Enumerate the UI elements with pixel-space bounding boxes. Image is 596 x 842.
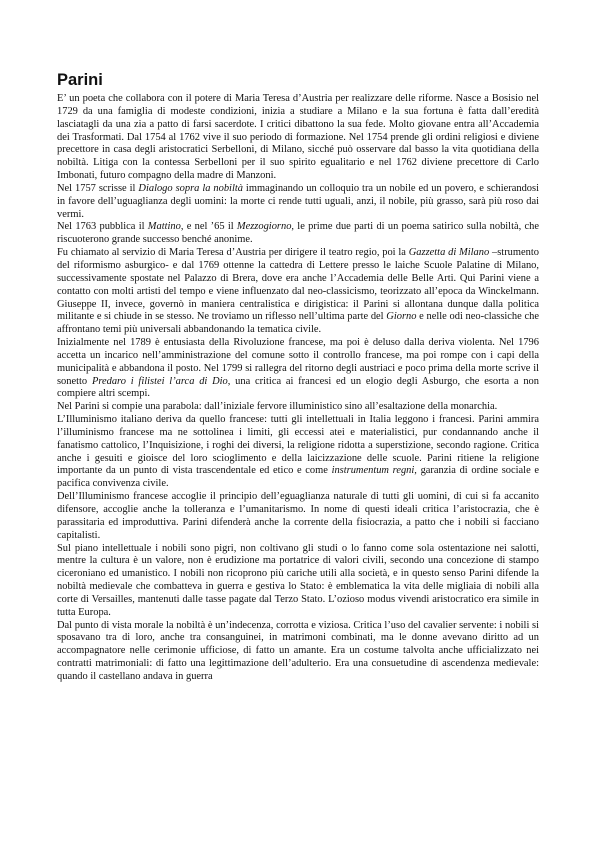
text-run: E’ un poeta che collabora con il potere di Maria Teresa d’Austria per realizzare delle riforme. Nasce a Bosisio nel 1729 da una famiglia di modeste condizioni, inizia a studiare a Milano e la sua fortuna è fatta dall’eredità lasciatagli da una zia a patto di farsi sacerdote. I critici dibattono la sua fede. Molto giovane entra all’Accademia dei Trasformati. Dal 1754 al 1762 vive il suo periodo di formazione. Nel 1754 prende gli ordini religiosi e diviene precettore in casa degli aristocratici Serbelloni, di Milano, sicché può osservare dal basso la vita quotidiana della nobiltà. Litiga con la contessa Serbelloni per il suo spirito egualitario e nel 1762 diviene precettore di Carlo Imbonati, futuro compagno della madre di Manzoni. <box>57 93 539 182</box>
paragraph <box>57 401 539 414</box>
document-page <box>57 70 539 684</box>
text-run: Dell’Illuminismo francese accoglie il principio dell’eguaglianza naturale di tutti gli uomini, di cui si fa accanito difensore, accoglie anche la tolleranza e l’umanitarismo. In nome di questi ideali critica l’aristocrazia, che è parassitaria ed improduttiva. Parini difenderà anche la corrente della fisiocrazia, a patto che i nobili si facciano capitalisti. <box>57 491 539 541</box>
text-run: Dal punto di vista morale la nobiltà è un’indecenza, corrotta e viziosa. Critica l’uso del cavalier servente: i nobili si sposavano tra di loro, anche tra consanguinei, in matrimoni combinati, ma le donne avevano diritto ad un accompagnatore nelle cerimonie ufficiose, di fatto un amante. Era un costume talvolta anche ufficializzato nei contratti matrimoniali: di fatto una legittimazione dell’adulterio. Era una consuetudine di ascendenza medievale: quando il castellano andava in guerra <box>57 619 539 682</box>
paragraph <box>57 247 539 337</box>
text-run: immaginando un colloquio tra un nobile ed un povero, e schierandosi in favore dell’uguaglianza degli uomini: la morte ci rende tutti uguali, anzi, il nobile, più grasso, sarà più roso dai vermi. <box>57 182 539 220</box>
text-run: , garanzia di ordine sociale e pacifica convivenza civile. <box>57 465 539 490</box>
text-run: L’Illuminismo italiano deriva da quello francese: tutti gli intellettuali in Italia leggono i francesi. Parini ammira l’illuminismo francese ma ne sottolinea i limiti, gli eccessi atei e materialistici, pur condannando anche il fanatismo cattolico, l’Inquisizione, i roghi dei diversi, la religione ridotta a superstizione, secondo ragione. Critica anche i gesuiti e gioisce del loro scioglimento e della laicizzazione delle scuole. Parini ritiene la religione importante da un punto di vista trascendentale ed etico e come <box>57 414 539 477</box>
text-run: Nel 1763 pubblica il <box>57 221 148 233</box>
text-run: Sul piano intellettuale i nobili sono pigri, non coltivano gli studi o lo fanno come sola ostentazione nei salotti, mentre la cultura è un valore, non è erudizione ma portatrice di valori civili, secondo una concezione di stampo ciceroniano ed umanistico. I nobili non ricoprono più cariche utili alla società, e in questo senso Parini difende la nobiltà medievale che combatteva in guerra e gestiva lo Stato: è emblematica la vita delle migliaia di nobili alla corte di Versailles, mantenuti dalle tasse pagate dal Terzo Stato. L’ozioso modus vivendi aristocratico era simile in tutta Europa. <box>57 542 539 618</box>
text-run: , una critica ai francesi ed un elogio degli Asburgo, che esorta a non compiere altri scempi. <box>57 375 539 400</box>
text-run: –strumento del riformismo asburgico- e dal 1769 ottenne la cattedra di Lettere presso le laiche Scuole Palatine di Milano, successivamente spostate nel Palazzo di Brera, dove era anche l’Accademia delle Belle Arti. Qui Parini viene a contatto con molti artisti del tempo e viene influenzato dal neo-classicismo, teorizzato all’epoca da Winckelmann. Giuseppe II, invece, governò in maniera centralistica e dirigistica: il Parini si allontana dunque dalla politica militante e si chiude in se stesso. Ne troviamo un riflesso nell’ultima parte del <box>57 247 539 323</box>
text-run: e nelle odi neo-classiche che affrontano temi più universali abbandonando la tematica civile. <box>57 311 539 336</box>
italic-title: Mattino <box>147 221 181 233</box>
text-run: Fu chiamato al servizio di Maria Teresa d’Austria per dirigere il teatro regio, poi la <box>57 247 409 259</box>
text-run: , e nel ’65 il <box>180 221 237 233</box>
italic-title: Mezzogiorno <box>236 221 292 233</box>
text-run: Nel 1757 scrisse il <box>57 182 139 194</box>
text-run: , le prime due parti di un poema satirico sulla nobiltà, che riscuoterono grande successo benché anonime. <box>57 221 539 246</box>
paragraph <box>57 183 539 222</box>
text-run: Inizialmente nel 1789 è entusiasta della Rivoluzione francese, ma poi è deluso dalla deriva violenta. Nel 1796 accetta un incarico nell’amministrazione del comune sotto il controllo francese, ma poi rompe con i capi della municipalità e abbandona il posto. Nel 1799 si rallegra del ritorno degli austriaci e poco prima della morte scrive il sonetto <box>57 337 539 387</box>
body-text <box>57 93 539 684</box>
paragraph <box>57 620 539 684</box>
paragraph <box>57 337 539 401</box>
paragraph <box>57 543 539 620</box>
italic-title: Giorno <box>386 311 417 323</box>
paragraph <box>57 221 539 247</box>
page-title: Parini <box>57 71 103 89</box>
italic-title: instrumentum regni <box>331 465 415 477</box>
paragraph <box>57 414 539 491</box>
paragraph <box>57 93 539 183</box>
text-run: Nel Parini si compie una parabola: dall’iniziale fervore illuministico sino all’esaltazione della monarchia. <box>57 401 498 413</box>
italic-title: Gazzetta di Milano <box>408 247 490 259</box>
italic-title: Dialogo sopra la nobiltà <box>138 182 243 194</box>
italic-title: Predaro i filistei l’arca di Dio <box>91 375 228 387</box>
paragraph <box>57 491 539 542</box>
